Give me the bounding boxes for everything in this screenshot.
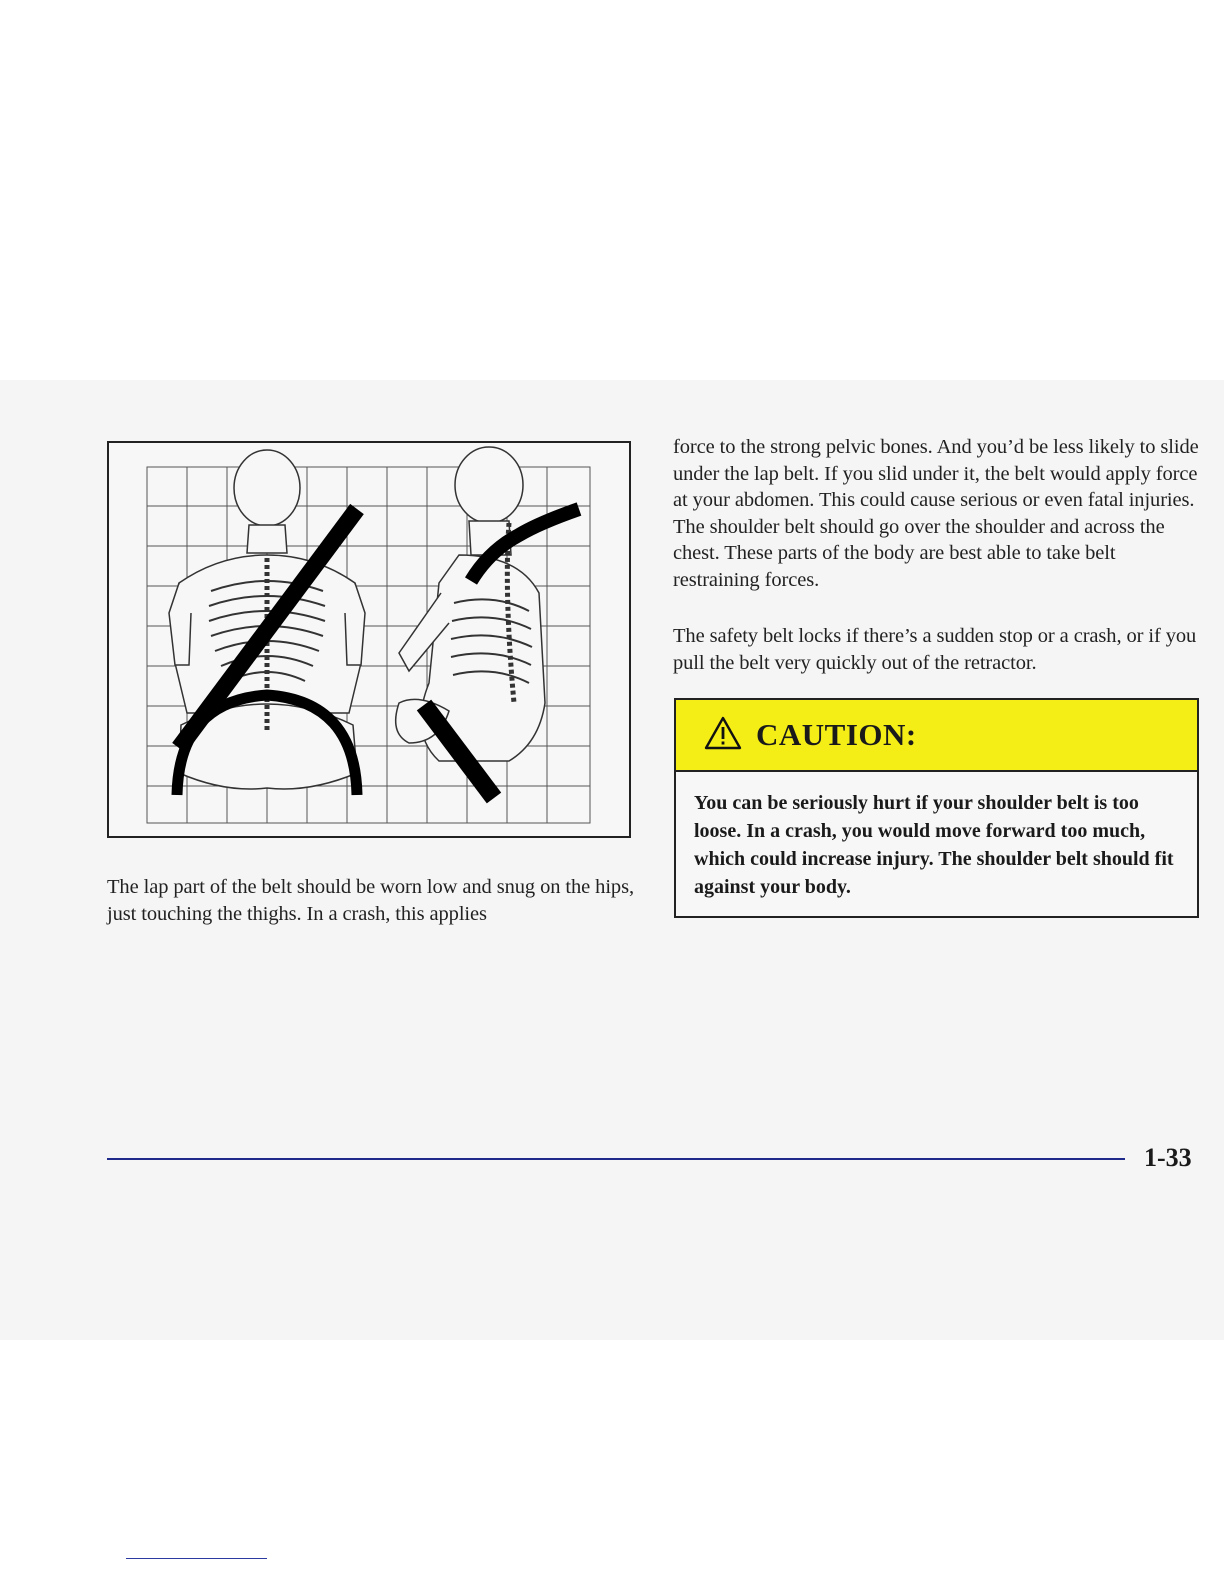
warning-triangle-icon <box>704 716 742 755</box>
footer-rule <box>107 1158 1125 1160</box>
caution-box <box>674 698 1199 918</box>
side-figure <box>396 447 545 761</box>
caution-text: You can be seriously hurt if your shoulder belt is too loose. In a crash, you would move forward too much, which could increase injury. The shoulder belt should fit against your body. <box>694 792 1174 898</box>
skeleton-belt-diagram <box>109 443 629 836</box>
belt-locks-paragraph: The safety belt locks if there’s a sudden stop or a crash, or if you pull the belt very quickly out of the retractor. <box>673 625 1197 674</box>
caution-title: CAUTION: <box>756 717 917 752</box>
lap-belt-paragraph: The lap part of the belt should be worn low and snug on the hips, just touching the thighs. In a crash, this applies <box>107 876 634 925</box>
bottom-underline <box>126 1558 267 1559</box>
page-number: 1-33 <box>1144 1143 1192 1172</box>
pelvic-force-paragraph: force to the strong pelvic bones. And you’d be less likely to slide under the lap belt. If you slid under it, the belt would apply force at your abdomen. This could cause serious or even fatal injuries. The shoulder belt should go over the shoulder and across the chest. These parts of the body are best able to take belt restraining forces. <box>673 436 1199 591</box>
caution-header <box>676 700 1197 772</box>
seat-belt-illustration <box>107 441 631 838</box>
